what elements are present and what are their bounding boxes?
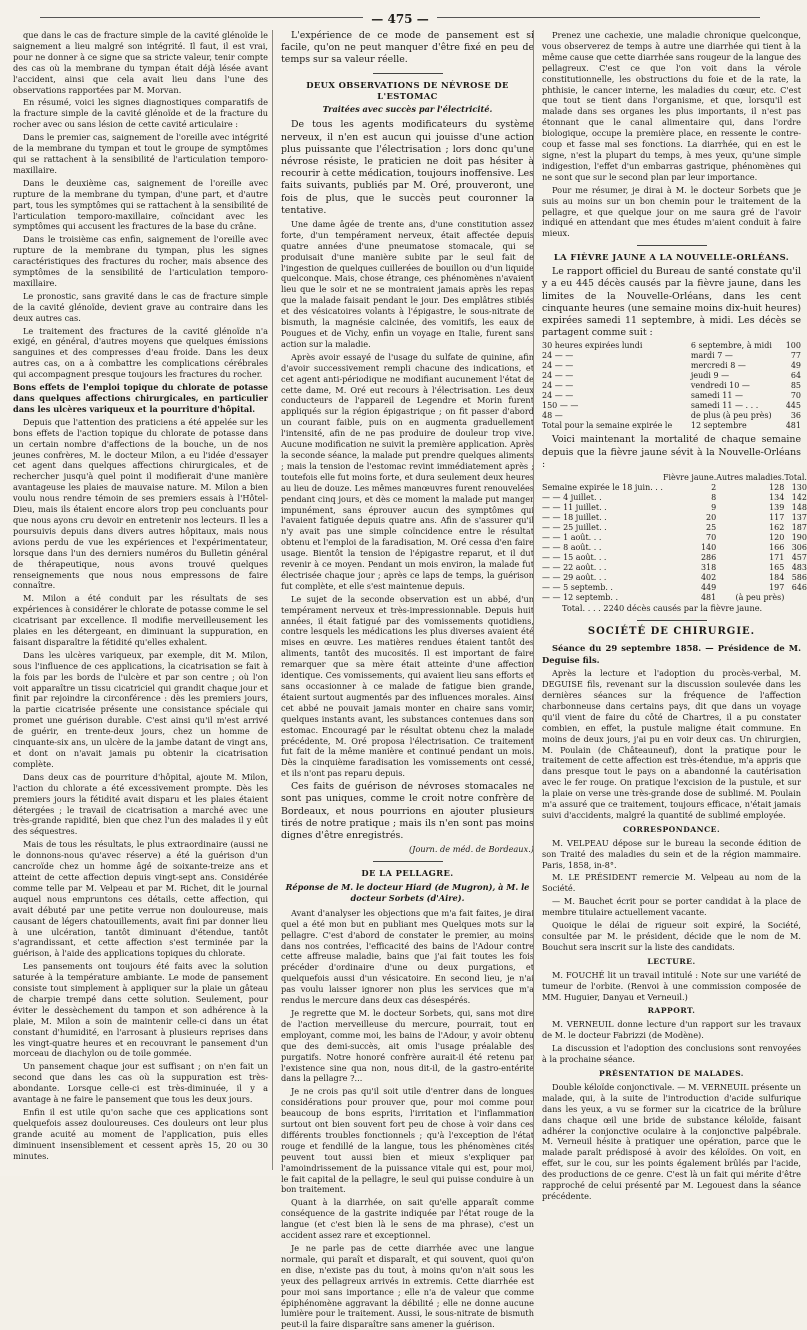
table-row xyxy=(542,341,801,351)
table-cell: 197 xyxy=(769,582,785,592)
table-cell: — — 5 septemb. . xyxy=(542,582,613,592)
table-row xyxy=(542,503,807,513)
table-cell: 130 xyxy=(791,482,807,492)
table-cell: 586 xyxy=(791,572,807,582)
session-line: Séance du 29 septembre 1858. — Présidence de M. Deguise fils. xyxy=(542,642,801,665)
table-cell: 140 xyxy=(700,542,717,552)
table-cell: 9 xyxy=(711,502,717,512)
table-cell: jeudi 9 — xyxy=(690,371,730,381)
table-cell: Total pour la semaine expirée le xyxy=(542,421,673,431)
table-total: Total. . . . 2240 décès causés par la fièvre jaune. xyxy=(562,602,763,613)
table-row xyxy=(542,543,807,553)
table-cell: — — 11 juillet. . xyxy=(542,502,607,512)
table-cell: Semaine expirée le 18 juin. . . xyxy=(542,482,663,492)
paragraph: — M. Bauchet écrit pour se porter candidat à la place de membre titulaire actuellement vacante. xyxy=(542,896,801,918)
table-cell: mardi 7 — xyxy=(690,351,733,361)
separator xyxy=(637,245,707,246)
table-cell: 184 xyxy=(769,572,785,582)
table-cell: 134 xyxy=(769,492,785,502)
table-cell: 70 xyxy=(706,532,717,542)
table-cell xyxy=(784,593,807,603)
table-cell: 12 septembre xyxy=(690,421,747,431)
table-cell: mercredi 8 — xyxy=(690,361,746,371)
paragraph: Depuis que l'attention des praticiens a été appelée sur les bons effets de l'action topique du chlorate de potasse dans un certain nombre d'affections de la bouche, un de nos jeunes confrères, M. le docteur Milon, a eu l'idée d'essayer cet agent dans quelques affections chirurgicales, et de rechercher jusqu'à quel point il modifierait d'une manière avantageuse les plaies de mauvaise nature. M. Milon a bien voulu nous rendre témoin de ses premiers essais à l'Hôtel-Dieu, mais ils étaient encore alors trop peu concluants pour que nous ayons cru devoir en entretenir nos lecteurs. Il les a poursuivis depuis dans divers autres hôpitaux, mais nous avions perdu de vue les expériences et l'expérimentateur, lorsque dans l'un des derniers numéros du Bulletin général de thérapeutique, nous avons trouvé quelques renseignements que nous nous empressons de faire connaître. xyxy=(13,416,268,591)
intro-paragraph: L'expérience de ce mode de pansement est si facile, qu'on ne peut manquer d'être fixé en peu de temps sur sa valeur réelle. xyxy=(281,30,534,66)
deaths-by-day-table xyxy=(542,341,801,431)
table-header-row xyxy=(542,473,807,483)
table-row xyxy=(542,351,801,361)
table-cell: 162 xyxy=(769,522,785,532)
table-row xyxy=(542,563,807,573)
paragraph: Dans le premier cas, saignement de l'oreille avec intégrité de la membrane du tympan et tout le groupe de symptômes qui se rattachent à la sensibilité de l'articulation temporo-maxillaire. xyxy=(13,132,268,175)
paragraph: M. VELPEAU dépose sur le bureau la seconde édition de son Traité des maladies du sein et de la région mammaire. Paris, 1858, in-8°. xyxy=(542,837,801,870)
paragraph: La discussion et l'adoption des conclusions sont renvoyées à la prochaine séance. xyxy=(542,1043,801,1065)
table-cell: 24 — — xyxy=(542,371,574,381)
paragraph: M. LE PRÉSIDENT remercie M. Velpeau au nom de la Société. xyxy=(542,872,801,894)
paragraph: Le pronostic, sans gravité dans le cas de fracture simple de la cavité glénoïde, devient grave au contraire dans les deux autres cas. xyxy=(13,290,268,323)
table-cell: 8 xyxy=(711,492,717,502)
table-cell: 187 xyxy=(791,522,807,532)
table-row xyxy=(542,381,801,391)
table-cell: 165 xyxy=(769,562,785,572)
lead-paragraph: Le rapport officiel du Bureau de santé constate qu'il y a eu 445 décès causés par la fièvre jaune, dans les limites de la Nouvelle-Orléans, dans les cent cinquante heures (une semaine moins dix-huit heures) expirées samedi 11 septembre, à midi. Les décès se partagent comme suit : xyxy=(542,266,801,339)
table-row xyxy=(542,371,801,381)
table-row xyxy=(542,361,801,371)
table-cell: 402 xyxy=(700,572,717,582)
table-cell: 481 xyxy=(700,592,717,602)
paragraph: Prenez une cachexie, une maladie chronique quelconque, vous observerez de temps à autre une diarrhée qui tient à la même cause que cette diarrhée sans rougeur de la langue des pellagreux. C'est ce que l'on voit dans la vérole constitutionnelle, les obstructions du foie et de la rate, la phthisie, le cancer interne, les maladies du cœur, etc. C'est que tout se tient dans l'organisme, et que, lorsqu'il est malade dans ses organes les plus importants, il n'est pas étonnant que le canal alimentaire qui, dans l'ordre biologique, occupe la première place, en ressente le contre-coup et fasse mal ses fonctions. La diarrhée, qui en est le signe, n'est la plupart du temps, à mes yeux, qu'une simple indigestion, l'effet d'un embarras gastrique, phénomènes qui ne sont que sur le second plan par leur importance. xyxy=(542,30,801,182)
table-cell: 190 xyxy=(791,532,807,542)
paragraph: Dans les ulcères variqueux, par exemple, dit M. Milon, sous l'influence de ces applications, la cicatrisation se fait à la fois par les bords de l'ulcère et par son centre ; où l'on voit apparaître un tissu cicatriciel qui grandit chaque jour et finit par rejoindre la circonférence : dès les premiers jours, la partie cicatrisée présente une consistance spéciale qui promet une guérison durable. C'est ainsi qu'il m'est arrivé de guérir, en trente-deux jours, chez un homme de cinquante-six ans, un ulcère de la jambe datant de vingt ans, et dont on n'avait jamais pu obtenir la cicatrisation complète. xyxy=(13,649,268,769)
table-cell: 142 xyxy=(791,492,807,502)
paragraph: Un pansement chaque jour est suffisant ; on n'en fait un second que dans les cas où la suppuration est très-abondante. Lorsque celle-ci est très-diminuée, il y a avantage à ne faire le pansement que tous les deux jours. xyxy=(13,1061,268,1105)
table-cell: 457 xyxy=(791,552,807,562)
article-heading-nevrose: DEUX OBSERVATIONS DE NÉVROSE DE L'ESTOMAC xyxy=(306,79,509,101)
column-1 xyxy=(13,30,268,1170)
table-cell: — — 22 août. . . xyxy=(542,562,607,572)
separator xyxy=(373,73,443,74)
table-row xyxy=(542,523,807,533)
lead-paragraph: Voici maintenant la mortalité de chaque semaine depuis que la fièvre jaune sévit à la Nouvelle-Orléans : xyxy=(542,434,801,470)
separator xyxy=(637,620,707,621)
column-header: Fièvre jaune. xyxy=(662,472,717,482)
table-cell: 117 xyxy=(769,512,785,522)
table-row xyxy=(542,391,801,401)
table-cell: 646 xyxy=(791,582,807,592)
table-row xyxy=(542,593,807,603)
paragraph: Je ne crois pas qu'il soit utile d'entrer dans de longues considérations pour prouver que, pour moi comme pour beaucoup de bons esprits, l'irritation et l'inflammation surtout ont bien souvent fort peu de chose à voir dans ces différents troubles fonctionnels ; qu'à l'exception de l'état rouge et fendillé de la langue, tous les phénomènes cités peuvent tout aussi bien et mieux s'expliquer par l'amoindrissement de la puissance vitale qui est, pour moi, le fait capital de la pellagre, le seul qui puisse conduire à un bon traitement. xyxy=(281,1086,534,1195)
table-cell: 100 xyxy=(785,341,801,351)
table-cell: 24 — — xyxy=(542,361,574,371)
column-header: Total. xyxy=(784,472,807,482)
paragraph: Je ne parle pas de cette diarrhée avec une langue normale, qui paraît et disparaît, et qui souvent, quoi qu'on en dise, n'existe pas du tout, à moins qu'on n'ait sous les yeux des pellagreux arrivés in extremis. Cette diarrhée est pour moi sans importance ; elle n'a de valeur que comme épiphénomène aggravant la débilité ; elle ne donne aucune lumière pour le traitement. Aussi, le sous-nitrate de bismuth peut-il la faire disparaître sans amener la guérison. xyxy=(281,1243,534,1330)
table-cell: — — 4 juillet. . xyxy=(542,492,602,502)
lead-paragraph: De tous les agents modificateurs du système nerveux, il n'en est aucun qui jouisse d'une action plus puissante que l'électrisation ; lors donc qu'une névrose résiste, le praticien ne doit pas hésiter à recourir à cette médication, toujours inoffensive. Les faits suivants, publiés par M. Oré, prouveront, une fois de plus, que le succès peut couronner la tentative. xyxy=(281,119,534,216)
table-cell: 77 xyxy=(790,351,801,361)
paragraph: Une dame âgée de trente ans, d'une constitution assez forte, d'un tempérament nerveux, était affectée depuis quatre années d'une pneumatose stomacale, qui se produisait d'une manière subite par le seul fait de l'ingestion de quelques cuillerées de bouillon ou d'un liquide quelconque. Mais, chose étrange, ces phénomènes n'avaient lieu que le soir et ne se montraient jamais après les repas que la malade faisait pendant le jour. Des emplâtres stibiés et des vésicatoires volants à l'épigastre, le sous-nitrate de bismuth, la magnésie calcinée, des vomitifs, les eaux de Pougues et de Vichy, enfin un voyage en Italie, furent sans action sur la maladie. xyxy=(281,218,534,349)
table-cell: 286 xyxy=(700,552,717,562)
table-cell: 445 xyxy=(785,401,801,411)
table-cell: 449 xyxy=(700,582,717,592)
paragraph: Après la lecture et l'adoption du procès-verbal, M. DEGUISE fils, revenant sur la discussion soulevée dans les dernières séances sur la fréquence de l'affection charbonneuse dans certains pays, dit que dans un voyage qu'il vient de faire du côté de Chartres, il a pu constater combien, en effet, la pustule maligne était commune. En moins de deux jours, j'ai pu en voir deux cas. Un chirurgien, M. Poulain (de Châteauneuf), dont la pratique pour le traitement de cette affection est très-étendue, m'a appris que dans presque tout le pays on a abandonné la cautérisation avec le fer rouge. On pratique l'excision de la pustule, et sur la plaie on verse une très-grande dose de sublimé. M. Poulain m'a assuré que ce traitement, toujours efficace, n'était jamais suivi d'accidents, malgré la quantité de sublimé employée. xyxy=(542,668,801,820)
weekly-mortality-table xyxy=(542,473,807,603)
paragraph: Enfin il est utile qu'on sache que ces applications sont quelquefois assez douloureuses. Ces douleurs ont leur plus grande acuité au moment de l'application, puis elles diminuent insensiblement et cessent après 15, 20 ou 30 minutes. xyxy=(13,1107,268,1161)
paragraph: Mais de tous les résultats, le plus extraordinaire (aussi ne le donnons-nous qu'avec réserve) a été la guérison d'un cancroïde chez un homme âgé de soixante-treize ans et atteint de cette affection depuis vingt-sept ans. Considérée comme telle par M. Velpeau et par M. Richet, dit le journal auquel nous empruntons ces détails, cette affection, qui avait débuté par une petite verrue non douloureuse, mais causant de légers chatouillements, avait fini par donner lieu à une ulcération, tantôt diminuant d'étendue, tantôt s'agrandissant, et cette affection s'est terminée par la guérison, à l'aide des applications topiques du chlorate. xyxy=(13,839,268,959)
table-cell: 481 xyxy=(785,421,801,431)
table-cell: samedi 11 — . . . xyxy=(690,401,759,411)
table-row xyxy=(542,583,807,593)
table-cell: de plus (à peu près) xyxy=(690,411,772,421)
table-cell: 48 — xyxy=(542,411,563,421)
table-cell: — — 18 juillet. . xyxy=(542,512,607,522)
table-cell: — — 15 août. . . xyxy=(542,552,607,562)
table-cell: 120 xyxy=(769,532,785,542)
table-cell: 139 xyxy=(769,502,785,512)
table-row xyxy=(542,421,801,431)
paragraph: que dans le cas de fracture simple de la cavité glénoïde le saignement a lieu malgré son intégrité. Il faut, il est vrai, pour ne donner à ce signe que sa stricte valeur, tenir compte des cas où la membrane du tympan était déjà lésée avant l'accident, ainsi que cela avait lieu dans l'une des observations rapportées par M. Morvan. xyxy=(13,30,268,95)
table-cell: 85 xyxy=(790,381,801,391)
column-header: Autres maladies. xyxy=(716,472,785,482)
paragraph: Le sujet de la seconde observation est un abbé, d'un tempérament nerveux et très-impressionnable. Depuis huit années, il était fatigué par des vomissements quotidiens, contre lesquels les médications les plus diverses avaient été mises en œuvre. Les matières rendues étaient tantôt des aliments, tantôt des mucosités. Il est important de faire remarquer que sa mère était atteinte d'une affection identique. Ces vomissements, qui avaient lieu sans efforts et sans occasionner à ce malade de fatigue bien grande, étaient surtout augmentés par des influences morales. Ainsi cet abbé ne pouvait jamais monter en chaire sans vomir, quelques instants avant, les substances contenues dans son estomac. Encouragé par le résultat obtenu chez la malade précédente, M. Oré proposa l'électrisation. Ce traitement fut fait de la même manière et continué pendant un mois. Dès la cinquième faradisation les vomissements ont cessé, et ils n'ont pas reparu depuis. xyxy=(281,593,534,779)
table-cell: 306 xyxy=(791,542,807,552)
article-heading-fievre-jaune: LA FIÈVRE JAUNE A LA NOUVELLE-ORLÉANS. xyxy=(553,252,790,263)
table-cell: 24 — — xyxy=(542,351,574,361)
table-cell: — — 29 août. . . xyxy=(542,572,607,582)
paragraph: M. VERNEUIL donne lecture d'un rapport sur les travaux de M. le docteur Fabrizzi (de Modène). xyxy=(542,1019,801,1041)
society-heading: SOCIÉTÉ DE CHIRURGIE. xyxy=(587,625,756,637)
table-cell: 6 septembre, à midi xyxy=(690,341,772,351)
column-3 xyxy=(533,30,807,1201)
table-cell: 36 xyxy=(790,411,801,421)
source-citation: (Journ. de méd. de Bordeaux.) xyxy=(408,844,534,855)
article-subheading: Traitées avec succès par l'électricité. xyxy=(322,104,493,115)
page-number: — 475 — xyxy=(363,12,436,26)
table-cell: 30 heures expirées lundi xyxy=(542,341,643,351)
table-row xyxy=(542,411,801,421)
separator xyxy=(373,861,443,862)
page-header xyxy=(0,8,800,24)
table-cell: 70 xyxy=(790,391,801,401)
column-2 xyxy=(272,30,534,1330)
paragraph: Les pansements ont toujours été faits avec la solution saturée à la température ambiante. Le mode de pansement consiste tout simplement à appliquer sur la plaie un gâteau de charpie trempé dans cette solution. Seulement, pour éviter le dessèchement du tampon et son adhérence à la plaie, M. Milon a soin de maintenir celle-ci dans un état constant d'humidité, en l'arrosant à plusieurs reprises dans les vingt-quatre heures et en recouvrant le pansement d'un morceau de diachylon ou de toile gommée. xyxy=(13,961,268,1059)
table-cell: — — 8 août. . . xyxy=(542,542,602,552)
lead-paragraph: Ces faits de guérison de névroses stomacales ne sont pas uniques, comme le croit notre confrère de Bordeaux, et nous pourrions en ajouter plusieurs tirés de notre pratique ; mais ils n'en sont pas moins dignes d'être enregistrés. xyxy=(281,781,534,841)
section-heading-rapport: RAPPORT. xyxy=(647,1006,696,1016)
table-row xyxy=(542,533,807,543)
section-heading-presentation: PRÉSENTATION DE MALADES. xyxy=(599,1068,744,1078)
table-cell: 318 xyxy=(700,562,717,572)
paragraph: Dans deux cas de pourriture d'hôpital, ajoute M. Milon, l'action du chlorate a été excessivement prompte. Dès les premiers jours la fétidité avait disparu et les plaies étaient détergées ; le travail de cicatrisation a marché avec une très-grande rapidité, bien que chez l'un des malades il y eût des séquestres. xyxy=(13,771,268,837)
table-cell: 64 xyxy=(790,371,801,381)
section-heading-lecture: LECTURE. xyxy=(647,956,696,966)
table-cell: 24 — — xyxy=(542,381,574,391)
table-cell: 128 xyxy=(769,482,785,492)
paragraph: Avant d'analyser les objections que m'a fait faites, je dirai quel a été mon but en publiant mes Quelques mots sur la pellagre. C'est d'abord de constater le premier, au moins dans nos contrées, l'efficacité des bains de l'Adour contre cette affreuse maladie, bains que j'ai fait toutes les fois précéder d'ordinaire d'une ou deux purgations, et quelquefois aussi d'un vésicatoire. En second lieu, je n'ai pas voulu laisser ignorer non plus les services que m'a rendus le mercure dans deux cas désespérés. xyxy=(281,907,534,1006)
table-row xyxy=(542,573,807,583)
table-row xyxy=(542,513,807,523)
table-cell: 25 xyxy=(706,522,717,532)
table-cell: (à peu près) xyxy=(735,592,785,602)
table-cell: 148 xyxy=(791,502,807,512)
column-header xyxy=(542,473,663,483)
table-cell: — — 25 juillet. . xyxy=(542,522,607,532)
article-subheading: Réponse de M. le docteur Hiard (de Mugron), à M. le docteur Sorbets (d'Aire). xyxy=(285,882,530,903)
paragraph: Le traitement des fractures de la cavité glénoïde n'a exigé, en général, d'autres moyens que quelques émissions sanguines et des compresses d'eau froide. Dans les deux autres cas, on a à combattre les complications cérébrales qui accompagnent presque toujours les fractures du rocher. xyxy=(13,325,268,380)
table-cell: 150 — — xyxy=(542,401,579,411)
table-cell: 24 — — xyxy=(542,391,574,401)
table-cell: samedi 11 — xyxy=(690,391,743,401)
paragraph: Dans le troisième cas enfin, saignement de l'oreille avec rupture de la membrane du tympan, plus les signes caractéristiques des fractures du rocher, mais absence des symptômes de la sensibilité de l'articulation temporo-maxillaire. xyxy=(13,234,268,288)
paragraph: Dans le deuxième cas, saignement de l'oreille avec rupture de la membrane du tympan, d'une part, et d'autre part, tous les symptômes qui se rattachent à la sensibilité de l'articulation temporo-maxillaire, coïncidant avec les symptômes qui accusent les fractures de la base du crâne. xyxy=(13,177,268,232)
table-row xyxy=(542,493,807,503)
paragraph: En résumé, voici les signes diagnostiques comparatifs de la fracture simple de la cavité glénoïde et de la fracture du rocher avec ou sans lésion de cette cavité articulaire : xyxy=(13,97,268,130)
table-row xyxy=(542,401,801,411)
paragraph: Je regrette que M. le docteur Sorbets, qui, sans mot dire de l'action merveilleuse du mercure, pourrait, tout en employant, comme moi, les bains de l'Adour, y avoir obtenu que des demi-succès, ait omis l'usage préalable des purgatifs. Notre honoré confrère aurait-il été retenu par l'existence sine qua non, nous dit-il, de la gastro-entérite dans la pellagre ?... xyxy=(281,1007,534,1084)
section-heading-correspondance: CORRESPONDANCE. xyxy=(622,824,721,834)
table-row xyxy=(542,553,807,563)
table-cell: 166 xyxy=(769,542,785,552)
table-cell: — — 12 septemb. . xyxy=(542,592,619,602)
table-cell: vendredi 10 — xyxy=(690,381,750,391)
table-cell: — — 1 août. . . xyxy=(542,532,602,542)
table-cell: 2 xyxy=(711,482,717,492)
table-cell: 137 xyxy=(791,512,807,522)
paragraph: Pour me résumer, je dirai à M. le docteur Sorbets que je suis au moins sur un bon chemin pour le traitement de la pellagre, et que quelque jour on me saura gré de l'avoir indiqué en attendant que mes études m'aient conduit à faire mieux. xyxy=(542,184,801,239)
table-row xyxy=(542,483,807,493)
table-cell: 20 xyxy=(706,512,717,522)
paragraph: Quant à la diarrhée, on sait qu'elle apparaît comme conséquence de la gastrite indiquée par l'état rouge de la langue (et c'est bien là le sens de ma phrase), c'est un accident assez rare et exceptionnel. xyxy=(281,1197,534,1241)
article-heading-pellagre: DE LA PELLAGRE. xyxy=(361,868,454,879)
paragraph: Double kéloïde conjonctivale. — M. VERNEUIL présente un malade, qui, à la suite de l'introduction d'acide sulfurique dans les yeux, a vu se former sur la cicatrice de la brûlure dans chaque œil une bride de substance kéloïde, faisant adhérer la conjonctive oculaire à la conjonctive palpébrale. M. Verneuil hésite à pratiquer une opération, parce que le malade paraît prédisposé à avoir des kéloïdes. On voit, en effet, sur le cou, sur les points également brûlés par l'acide, des productions de ce genre. C'est là un fait qui mérite d'être rapproché de celui présenté par M. Legouest dans la séance précédente. xyxy=(542,1081,801,1201)
table-cell: 171 xyxy=(769,552,785,562)
table-cell: 483 xyxy=(791,562,807,572)
paragraph: M. Milon a été conduit par les résultats de ses expériences à considérer le chlorate de potasse comme le sel cicatrisant par excellence. Il modifie merveilleusement les plaies en les détergeant, en diminuant la suppuration, en faisant disparaître la fétidité qu'elles exhalent. xyxy=(13,593,268,647)
paragraph: M. FOUCHÉ lit un travail intitulé : Note sur une variété de tumeur de l'orbite. (Renvoi à une commission composée de MM. Huguier, Danyau et Verneuil.) xyxy=(542,969,801,1002)
table-cell: 49 xyxy=(790,361,801,371)
article-heading-chlorate: Bons effets de l'emploi topique du chlorate de potasse dans quelques affections chirurgicales, en particulier dans les ulcères variqueux et la pourriture d'hôpital. xyxy=(13,382,268,414)
paragraph: Quoique le délai de rigueur soit expiré, la Société, consultée par M. le président, décide que le nom de M. Bouchut sera inscrit sur la liste des candidats. xyxy=(542,920,801,952)
paragraph: Après avoir essayé de l'usage du sulfate de quinine, afin d'avoir successivement rempli chacune des indications, et cet agent anti-périodique ne modifiant aucunement l'état de cette dame, M. Oré eut recours à l'électrisation. Les deux conducteurs de l'appareil de Legendre et Morin furent appliqués sur la région épigastrique ; on fit passer d'abord un courant faible, puis on en augmenta graduellement l'intensité, afin de ne pas produire de douleur trop vive. Aucune modification ne suivit la première application. Après la seconde séance, la malade put prendre quelques aliments ; mais la tension de l'estomac revint immédiatement après ; toutefois elle fut moins forte, et dura seulement deux heures au lieu de douze. Les mêmes manœuvres furent renouvelées pendant cinq jours, et dès ce moment la malade put manger impunément, sans éprouver aucun des symptômes qui l'avaient fatiguée depuis quatre ans. Afin de s'assurer qu'il n'y avait pas une simple coïncidence entre le résultat obtenu et l'emploi de la faradisation, M. Oré cessa d'en faire usage. Bientôt la tension de l'épigastre reparut, et il dut revenir à ce moyen. Pendant un mois environ, la malade fut électrisée chaque jour ; après ce laps de temps, la guérison fut complète, et elle s'est maintenue depuis. xyxy=(281,351,534,591)
